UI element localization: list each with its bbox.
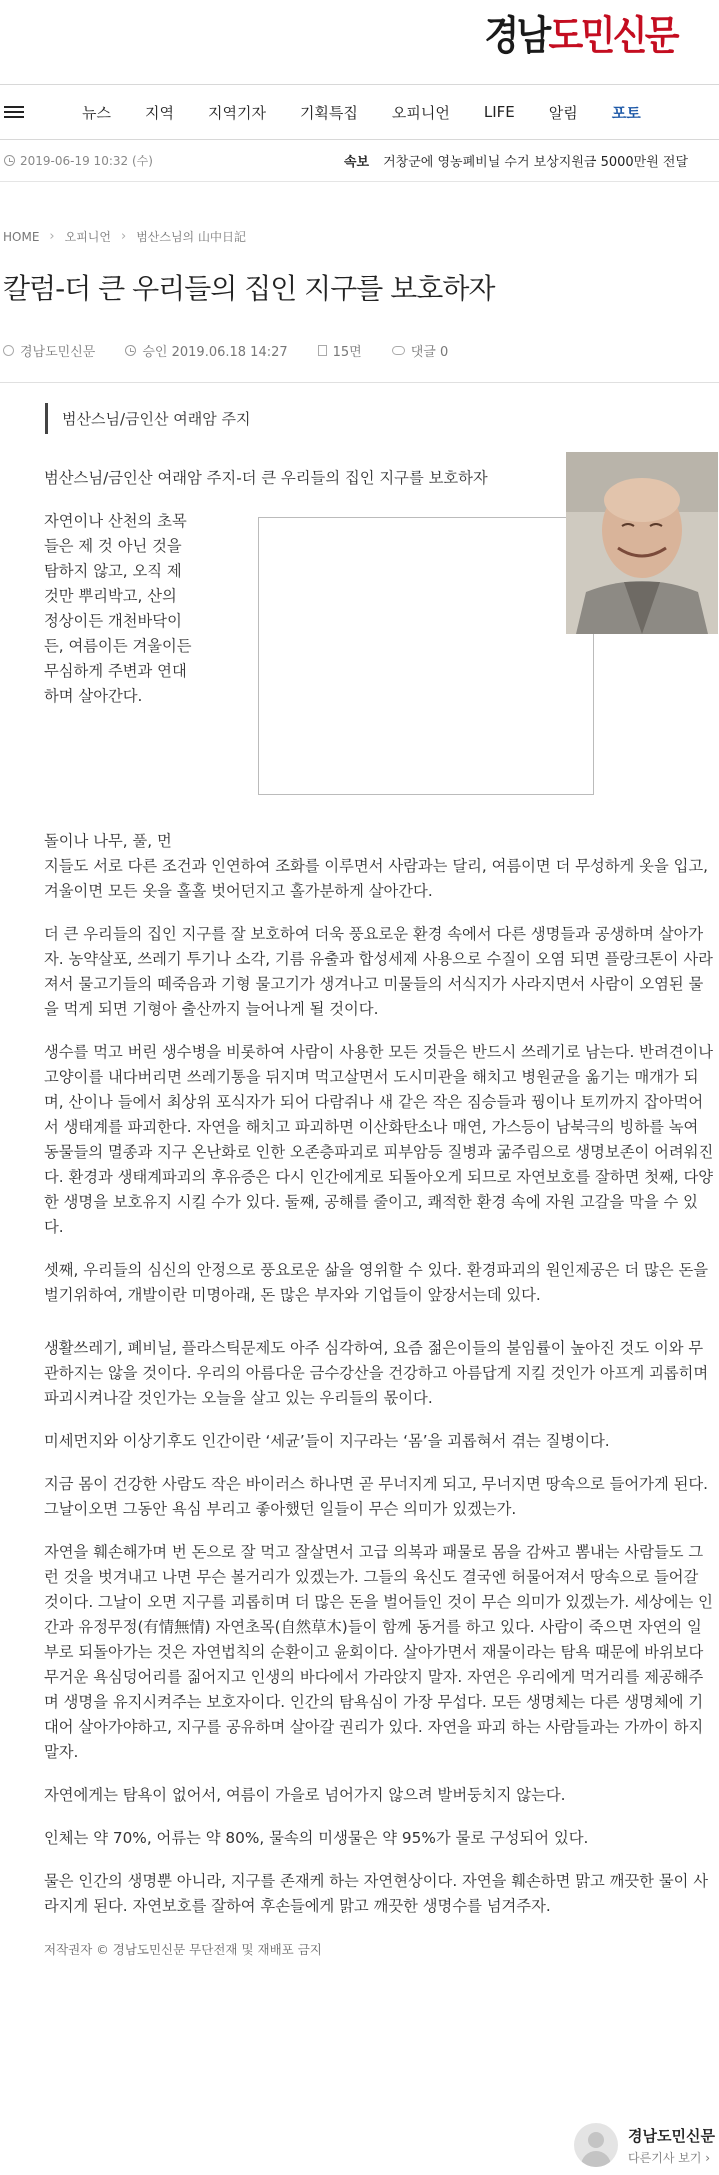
nav-item-life[interactable]: LIFE xyxy=(483,103,515,121)
nav-item-news[interactable]: 뉴스 xyxy=(82,103,111,122)
author-card-name: 경남도민신문 xyxy=(628,2126,715,2145)
chevron-right-icon: › xyxy=(49,229,55,244)
meta-page xyxy=(318,341,362,360)
paragraph-11: 물은 인간의 생명뿐 아니라, 지구를 존재케 하는 자연현상이다. 자연을 훼손하면 맑고 깨끗한 물이 사라지게 된다. 자연보호를 잘하여 후손들에게 맑고 깨끗한 생명수를 넘겨주자. xyxy=(44,1872,709,1915)
paragraph-3: 생수를 먹고 버린 생수병을 비롯하여 사람이 사용한 모든 것들은 반드시 쓰레기로 남는다. 반려견이나 고양이를 내다버리면 쓰레기통을 뒤지며 먹고살면서 도시미관을 해치고 병원균을 옮기는 매개가 되며, 산이나 들에서 최상위 포식자가 되어 다람쥐나 새 같은 작은 짐승들과 꿩이나 토끼까지 잡아먹어서 생태계를 파괴한다. 자연을 해치고 파괴하면 이산화탄소나 매연, 가스등이 남북극의 빙하를 녹여 동물들의 멸종과 지구 온난화로 인한 오존층파괴로 피부암등 질병과 굶주림으로 생명보존이 어려워진다. 환경과 생태계파괴의 후유증은 다시 인간에게로 되돌아오게 되므로 자연보호를 잘하면 첫째, 다양한 생명을 보호유지 시킬 수가 있다. 둘째, 공해를 줄이고, 쾌적한 환경 속에 자원 고갈을 막을 수 있다. xyxy=(44,1043,714,1236)
logo-text-1: 경남 xyxy=(484,13,549,59)
menu-icon[interactable] xyxy=(4,106,24,118)
current-date xyxy=(0,152,300,169)
meta-author xyxy=(3,341,95,360)
breaking-news-link[interactable]: 거창군에 영농폐비닐 수거 보상지원금 5000만원 전달 xyxy=(383,155,689,170)
avatar xyxy=(574,2123,618,2167)
published-date: 승인 2019.06.18 14:27 xyxy=(142,345,288,360)
clock-icon xyxy=(4,155,15,166)
image-placeholder xyxy=(258,517,594,795)
article-subhead: 범산스님/금인산 여래암 주지 xyxy=(45,403,719,434)
paragraph-5: 생활쓰레기, 폐비닐, 플라스틱문제도 아주 심각하여, 요즘 젊은이들의 불임률이 높아진 것도 이와 무관하지는 않을 것이다. 우리의 아름다운 금수강산을 건강하고 아름답게 지킬 것인가 아프게 괴롭히며 파괴시켜나갈 것인가는 오늘을 살고 있는 우리들의 몫이다. xyxy=(44,1339,709,1407)
site-logo[interactable] xyxy=(485,4,677,61)
paragraph-8: 자연을 훼손해가며 번 돈으로 잘 먹고 잘살면서 고급 의복과 패물로 몸을 감싸고 뽐내는 사람들도 그런 것을 벗겨내고 나면 무슨 볼거리가 있겠는가. 그들의 육신도 결국엔 허물어져서 땅속으로 들어갈 것이다. 그날이 오면 지구를 괴롭히며 더 많은 돈을 벌어들인 것이 무슨 의미가 있겠는가. 세상에는 인간과 유정무정(有情無情) 자연초목(自然草木)들이 함께 동거를 하고 있다. 사람이 죽으면 자연의 일부로 되돌아가는 것은 자연법칙의 순환이고 윤회이다. 살아가면서 재물이라는 탐욕 때문에 바위보다 무거운 욕심덩어리를 짊어지고 인생의 바다에서 가라앉지 말자. 자연은 우리에게 먹거리를 제공해주며 생명을 유지시켜주는 보호자이다. 인간의 탐욕심이 가장 무섭다. 모든 생명체는 다른 생명체에 기대어 살아가야하고, 지구를 공유하며 살아갈 권리가 있다. 자연을 파괴 하는 사람들과는 가까이 하지말자. xyxy=(44,1543,713,1761)
main-nav xyxy=(0,84,719,140)
paragraph-9: 자연에게는 탐욕이 없어서, 여름이 가을로 넘어가지 않으려 발버둥치지 않는다. xyxy=(44,1786,566,1804)
copyright-notice: 저작권자 © 경남도민신문 무단전재 및 재배포 금지 xyxy=(44,1942,322,1957)
page-number: 15면 xyxy=(332,345,362,360)
monk-portrait-image xyxy=(566,452,718,634)
paragraph-2: 더 큰 우리들의 집인 지구를 잘 보호하여 더욱 풍요로운 환경 속에서 다른 생명들과 공생하며 살아가자. 농약살포, 쓰레기 투기나 소각, 기름 유출과 합성세제 사용으로 수질이 오염 되면 플랑크톤이 사라져서 물고기들의 떼죽음과 기형 물고기가 생겨나고 미물들의 서식지가 사라지면서 사람이 오염된 물을 먹게 되면 기형아 출산까지 늘어나게 될 것이다. xyxy=(44,925,713,1018)
author-name: 경남도민신문 xyxy=(20,345,96,360)
paragraph-4: 셋째, 우리들의 심신의 안정으로 풍요로운 삶을 영위할 수 있다. 환경파괴의 원인제공은 더 많은 돈을 벌기위하여, 개발이란 미명아래, 돈 많은 부자와 기업들이 앞장서는데 있다. xyxy=(44,1261,709,1304)
logo-text-2: 도민신문 xyxy=(548,13,677,59)
logo-bar xyxy=(0,0,719,59)
author-card[interactable] xyxy=(574,2123,715,2167)
nav-item-feature[interactable]: 기획특집 xyxy=(299,103,358,122)
breadcrumb-column[interactable]: 범산스님의 山中日記 xyxy=(136,230,246,244)
paragraph-6: 미세먼지와 이상기후도 인간이란 ‘세균’들이 지구라는 ‘몸’을 괴롭혀서 겪는 질병이다. xyxy=(44,1432,610,1450)
clock-icon xyxy=(125,345,136,356)
paragraph-1 xyxy=(44,811,714,904)
meta-published xyxy=(125,341,287,360)
comment-count[interactable]: 댓글 0 xyxy=(410,345,449,360)
author-photo xyxy=(566,452,718,634)
topline-bar xyxy=(0,140,719,182)
nav-item-region[interactable]: 지역 xyxy=(144,103,174,122)
paragraph-10: 인체는 약 70%, 어류는 약 80%, 물속의 미생물은 약 95%가 물로 구성되어 있다. xyxy=(44,1829,589,1847)
nav-item-notice[interactable]: 알림 xyxy=(548,103,578,122)
nav-item-region-reporter[interactable]: 지역기자 xyxy=(207,103,266,122)
divider xyxy=(0,382,719,383)
chevron-right-icon: › xyxy=(120,229,127,244)
paragraph-7: 지금 몸이 건강한 사람도 작은 바이러스 하나면 곧 무너지게 되고, 무너지면 땅속으로 들어가게 된다. 그날이오면 그동안 욕심 부리고 좋아했던 일들이 무슨 의미가 있겠는가. xyxy=(44,1475,709,1518)
paragraph-1-rest: 지들도 서로 다른 조건과 인연하여 조화를 이루면서 사람과는 달리, 여름이면 더 무성하게 옷을 입고, 겨울이면 모든 옷을 홀홀 벗어던지고 홀가분하게 살아간다. xyxy=(44,857,709,900)
more-articles-link[interactable]: 다른기사 보기 › xyxy=(628,2150,711,2165)
short-column-text: 자연이나 산천의 초목들은 제 것 아닌 것을 탐하지 않고, 오직 제 것만 뿌리박고, 산의 정상이든 개천바닥이든, 여름이든 겨울이든 무심하게 주변과 연대하며 살아간다. xyxy=(44,512,192,705)
date-text: 2019-06-19 10:32 (수) xyxy=(20,154,153,168)
person-icon xyxy=(3,345,14,356)
article-lead: 범산스님/금인산 여래암 주지-더 큰 우리들의 집인 지구를 보호하자 xyxy=(44,469,488,487)
nav-item-opinion[interactable]: 오피니언 xyxy=(391,103,450,122)
article-meta xyxy=(0,341,719,360)
breadcrumb-home[interactable]: HOME xyxy=(3,229,40,244)
nav-item-photo[interactable]: 포토 xyxy=(611,103,641,122)
meta-comments[interactable] xyxy=(392,341,449,360)
comment-icon xyxy=(392,346,405,355)
document-icon xyxy=(318,345,327,356)
breadcrumb-opinion[interactable]: 오피니언 xyxy=(64,230,111,244)
paragraph-1-start: 돌이나 나무, 풀, 먼 xyxy=(44,832,172,850)
breadcrumb xyxy=(0,228,719,245)
breaking-label: 속보 xyxy=(344,155,370,170)
article-body xyxy=(0,466,719,1962)
article-headline: 칼럼-더 큰 우리들의 집인 지구를 보호하자 xyxy=(3,272,495,305)
